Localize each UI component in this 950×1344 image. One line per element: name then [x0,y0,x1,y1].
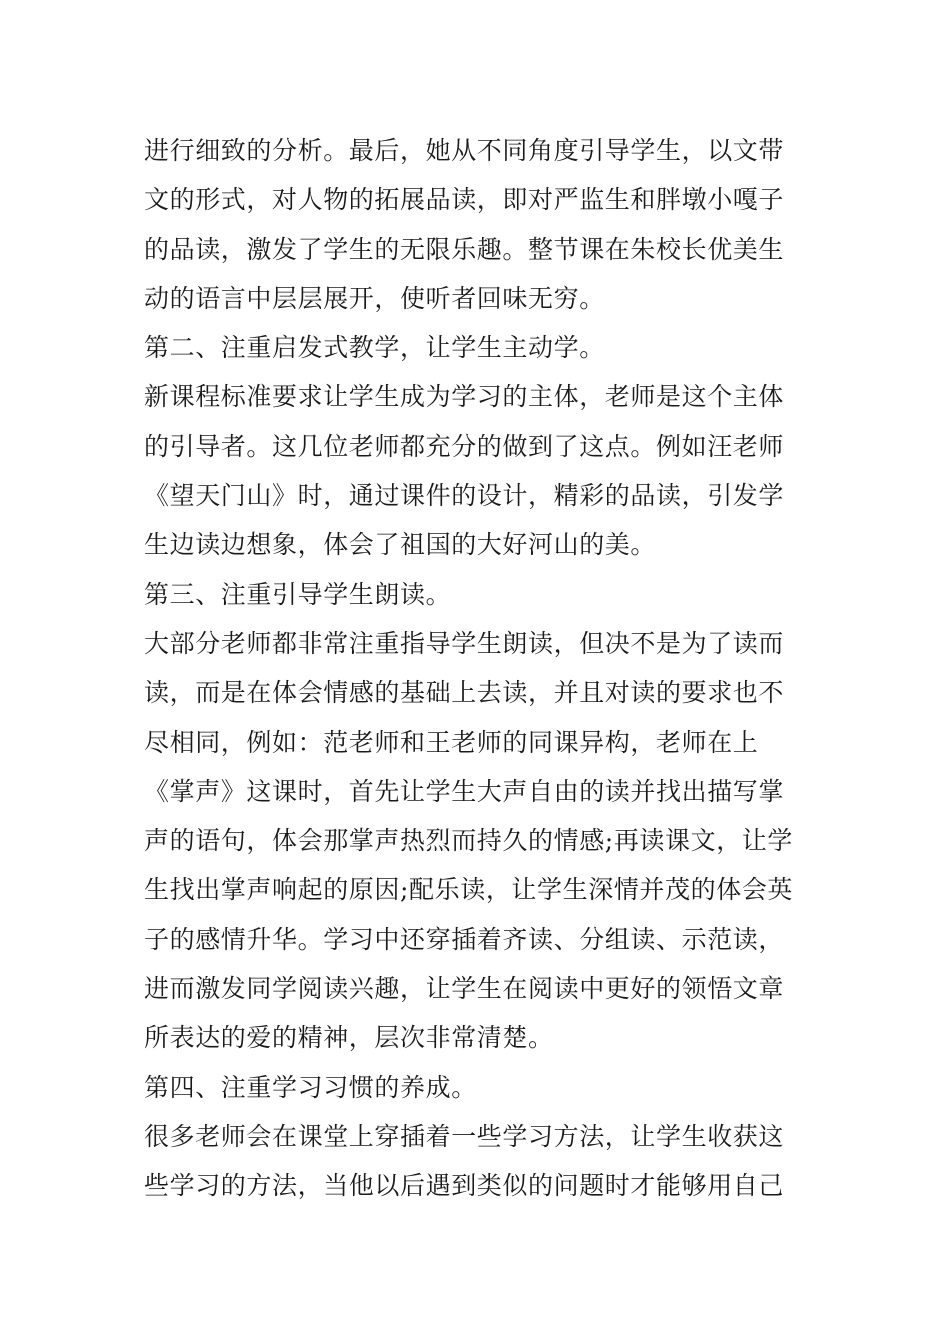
text-line: 子的感情升华。学习中还穿插着齐读、分组读、示范读， [144,924,785,954]
text-line: 大部分老师都非常注重指导学生朗读，但决不是为了读而 [144,628,785,658]
text-line: 所表达的爱的精神，层次非常清楚。 [144,1023,554,1053]
text-line: 《望天门山》时，通过课件的设计，精彩的品读，引发学 [144,481,785,511]
text-line: 进而激发同学阅读兴趣，让学生在阅读中更好的领悟文章 [144,974,785,1004]
text-line: 读，而是在体会情感的基础上去读，并且对读的要求也不 [144,678,785,708]
text-line: 很多老师会在课堂上穿插着一些学习方法，让学生收获这 [144,1121,785,1151]
text-line: 的品读，激发了学生的无限乐趣。整节课在朱校长优美生 [144,234,785,264]
text-line: 动的语言中层层展开，使听者回味无穷。 [144,283,605,313]
text-line: 生找出掌声响起的原因;配乐读，让学生深情并茂的体会英 [144,875,794,905]
section-heading: 第三、注重引导学生朗读。 [144,579,452,609]
text-line: 些学习的方法，当他以后遇到类似的问题时才能够用自己 [144,1171,785,1201]
text-line: 文的形式，对人物的拓展品读，即对严监生和胖墩小嘎子 [144,185,785,215]
text-line: 进行细致的分析。最后，她从不同角度引导学生，以文带 [144,136,785,165]
section-heading: 第二、注重启发式教学，让学生主动学。 [144,333,605,363]
text-line: 《掌声》这课时，首先让学生大声自由的读并找出描写掌 [144,776,785,806]
section-heading: 第四、注重学习习惯的养成。 [144,1072,477,1102]
text-line: 声的语句，体会那掌声热烈而持久的情感;再读课文，让学 [144,826,794,856]
text-line: 尽相同，例如：范老师和王老师的同课异构，老师在上 [144,727,759,757]
body-text [144,126,809,1211]
text-line: 的引导者。这几位老师都充分的做到了这点。例如汪老师 [144,431,785,461]
text-line: 新课程标准要求让学生成为学习的主体，老师是这个主体 [144,382,785,412]
text-line: 生边读边想象，体会了祖国的大好河山的美。 [144,530,657,560]
